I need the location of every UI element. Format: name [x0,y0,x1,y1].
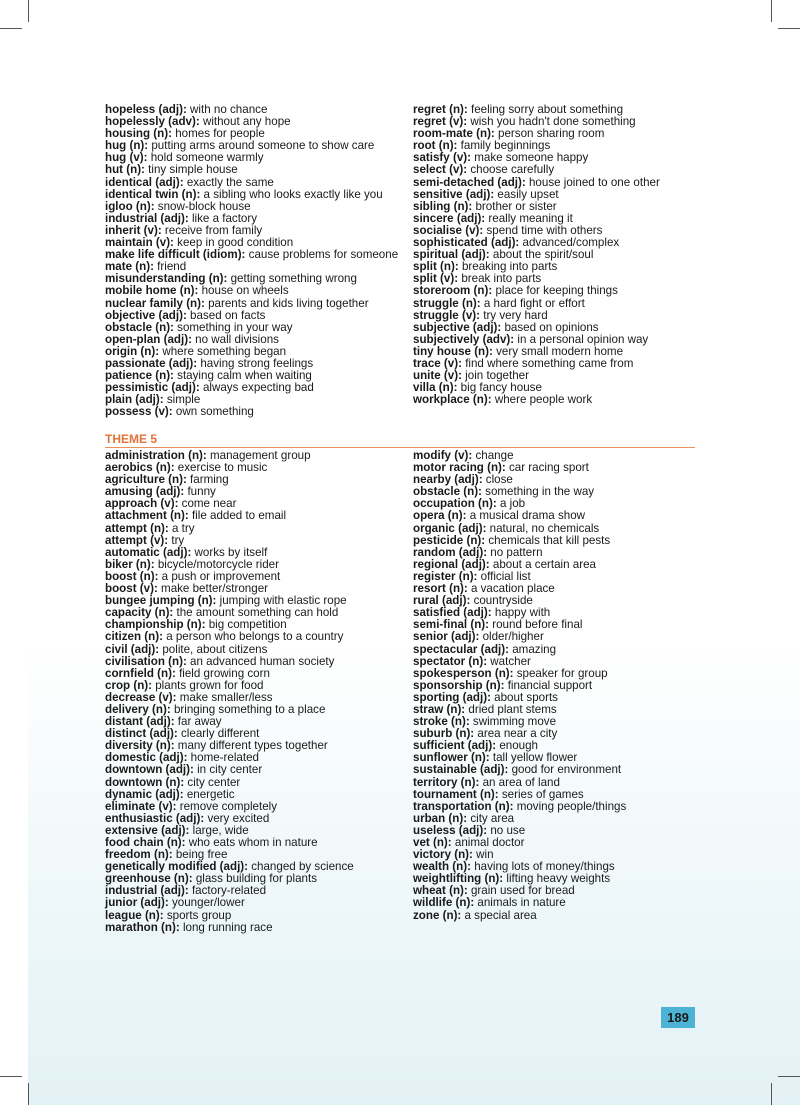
glossary-definition: lifting heavy weights [503,872,611,886]
glossary-definition: polite, about citizens [159,642,268,656]
glossary-term: wildlife (n): [413,896,475,910]
glossary-definition: very excited [204,811,270,825]
glossary-definition: choose carefully [467,163,555,177]
glossary-definition: being free [172,848,228,862]
glossary-term: greenhouse (n): [105,872,193,886]
glossary-term: victory (n): [413,848,473,862]
glossary-term: genetically modified (adj): [105,860,249,874]
crop-mark [28,1083,29,1105]
glossary-entry [413,394,660,406]
glossary-definition: always expecting bad [199,381,314,395]
glossary-column-bottom-left [105,450,354,934]
glossary-term: organic (adj): [413,521,487,535]
glossary-term: decrease (v): [105,690,177,704]
glossary-term: eliminate (v): [105,799,177,813]
glossary-term: dynamic (adj): [105,787,184,801]
glossary-definition: field growing corn [175,666,270,680]
glossary-term: zone (n): [413,908,462,922]
glossary-term: select (v): [413,163,468,177]
glossary-term: delivery (n): [105,702,171,716]
glossary-definition: jumping with elastic rope [216,594,347,608]
glossary-term: hopeless (adj): [105,103,187,116]
glossary-term: agriculture (n): [105,473,187,487]
glossary-term: housing (n): [105,127,172,141]
glossary-term: amusing (adj): [105,485,185,499]
glossary-definition: close [482,473,513,487]
glossary-term: subjective (adj): [413,320,502,334]
glossary-definition: watcher [487,654,531,668]
glossary-term: sufficient (adj): [413,739,497,753]
glossary-term: freedom (n): [105,848,173,862]
crop-mark [0,1076,22,1077]
glossary-definition: far away [174,715,222,729]
glossary-term: sibling (n): [413,199,473,213]
glossary-term: hut (n): [105,163,145,177]
glossary-term: urban (n): [413,811,468,825]
glossary-term: league (n): [105,908,164,922]
glossary-term: subjectively (adv): [413,332,515,346]
glossary-term: automatic (adj): [105,545,192,559]
glossary-entry [105,406,398,418]
glossary-term: trace (v): [413,356,462,370]
glossary-term: stroke (n): [413,715,470,729]
glossary-term: spectacular (adj): [413,642,509,656]
glossary-definition: cause problems for someone [245,248,399,262]
glossary-term: inherit (v): [105,223,162,237]
glossary-definition: place for keeping things [492,284,618,298]
glossary-definition: try very hard [480,308,548,322]
glossary-term: marathon (n): [105,920,180,934]
glossary-definition: in city center [193,763,263,777]
glossary-definition: homes for people [171,127,265,141]
glossary-term: capacity (n): [105,606,174,620]
page-number: 189 [661,1007,695,1028]
glossary-term: food chain (n): [105,836,186,849]
glossary-term: register (n): [413,569,478,583]
glossary-term: wheat (n): [413,884,468,898]
glossary-definition: having lots of money/things [470,860,615,874]
glossary-definition: a person who belongs to a country [162,630,344,644]
glossary-term: villa (n): [413,381,458,395]
glossary-term: civilisation (n): [105,654,187,668]
glossary-term: civil (adj): [105,642,160,656]
glossary-definition: long running race [179,920,273,934]
glossary-term: sustainable (adj): [413,763,509,777]
glossary-definition: family beginnings [457,139,551,153]
glossary-definition: having strong feelings [197,356,314,370]
glossary-definition: keep in good condition [173,236,294,250]
glossary-term: root (n): [413,139,458,153]
glossary-term: boost (v): [105,582,158,596]
glossary-term: split (v): [413,272,459,286]
glossary-definition: an advanced human society [186,654,335,668]
glossary-definition: where something began [159,344,287,358]
glossary-term: spiritual (adj): [413,248,490,262]
glossary-term: attempt (v): [105,533,169,547]
glossary-term: senior (adj): [413,630,480,644]
glossary-term: resort (n): [413,582,468,596]
glossary-definition: countryside [470,594,533,608]
glossary-definition: good for environment [508,763,622,777]
glossary-definition: join together [461,369,529,383]
glossary-term: distinct (adj): [105,727,178,741]
glossary-term: transportation (n): [413,799,514,813]
glossary-definition: dried plant stems [465,702,557,716]
glossary-definition: area near a city [474,727,558,741]
glossary-definition: friend [153,260,187,274]
glossary-term: tiny house (n): [413,344,493,358]
glossary-definition: hold someone warmly [147,151,264,165]
glossary-term: citizen (n): [105,630,163,644]
glossary-definition: something in the way [481,485,595,499]
glossary-term: approach (v): [105,497,179,511]
glossary-term: nearby (adj): [413,473,483,487]
glossary-definition: financial support [504,678,593,692]
glossary-term: downtown (n): [105,775,185,789]
glossary-definition: series of games [498,787,584,801]
glossary-term: boost (n): [105,569,159,583]
glossary-definition: feeling sorry about something [467,103,624,116]
glossary-definition: make smaller/less [176,690,273,704]
glossary-definition: energetic [183,787,235,801]
glossary-definition: no use [487,823,526,837]
glossary-term: sponsorship (n): [413,678,505,692]
glossary-term: identical (adj): [105,175,184,189]
glossary-definition: a push or improvement [158,569,281,583]
glossary-definition: speaker for group [513,666,608,680]
glossary-term: rural (adj): [413,594,471,608]
glossary-term: regret (n): [413,103,468,116]
glossary-definition: the amount something can hold [173,606,339,620]
glossary-term: obstacle (n): [413,485,482,499]
glossary-definition: based on opinions [501,320,599,334]
glossary-term: workplace (n): [413,393,492,407]
glossary-term: hug (n): [105,139,149,153]
glossary-definition: natural, no chemicals [486,521,600,535]
glossary-definition: own something [172,405,254,419]
glossary-definition: simple [163,393,201,407]
glossary-definition: animals in nature [474,896,566,910]
glossary-definition: house on wheels [198,284,289,298]
glossary-term: nuclear family (n): [105,296,205,310]
glossary-definition: easily upset [494,187,559,201]
glossary-definition: swimming move [469,715,557,729]
glossary-definition: something in your way [173,320,293,334]
glossary-definition: bringing something to a place [170,702,326,716]
glossary-definition: make someone happy [471,151,589,165]
glossary-term: territory (n): [413,775,480,789]
glossary-term: modify (v): [413,449,473,462]
theme-heading: THEME 5 [105,432,158,446]
glossary-definition: sports group [163,908,232,922]
glossary-term: misunderstanding (n): [105,272,228,286]
glossary-definition: try [168,533,185,547]
glossary-column-top-right [413,104,660,406]
glossary-term: mate (n): [105,260,154,274]
glossary-term: pessimistic (adj): [105,381,200,395]
glossary-term: struggle (v): [413,308,480,322]
glossary-term: semi-detached (adj): [413,175,526,189]
glossary-term: socialise (v): [413,223,484,237]
glossary-definition: break into parts [458,272,542,286]
glossary-term: diversity (n): [105,739,175,753]
glossary-definition: works by itself [191,545,268,559]
glossary-definition: no wall divisions [191,332,279,346]
glossary-definition: exactly the same [183,175,274,189]
glossary-definition: a special area [461,908,537,922]
glossary-term: hopelessly (adv): [105,115,200,129]
glossary-term: cornfield (n): [105,666,176,680]
glossary-term: domestic (adj): [105,751,188,765]
glossary-definition: no pattern [487,545,543,559]
glossary-entry [413,910,626,922]
crop-mark [0,28,22,29]
glossary-term: obstacle (n): [105,320,174,334]
glossary-definition: a musical drama show [466,509,586,523]
glossary-term: spectator (n): [413,654,488,668]
glossary-definition: brother or sister [472,199,557,213]
glossary-definition: where people work [491,393,593,407]
glossary-term: identical twin (n): [105,187,201,201]
glossary-term: crop (n): [105,678,153,692]
glossary-term: suburb (n): [413,727,475,741]
glossary-term: weightlifting (n): [413,872,504,886]
glossary-term: origin (n): [105,344,160,358]
glossary-term: tournament (n): [413,787,499,801]
glossary-definition: city area [467,811,515,825]
glossary-term: sunflower (n): [413,751,490,765]
glossary-term: distant (adj): [105,715,175,729]
glossary-definition: many different types together [174,739,328,753]
glossary-definition: change [472,449,514,462]
glossary-definition: person sharing room [494,127,605,141]
glossary-definition: getting something wrong [227,272,357,286]
glossary-definition: snow-block house [154,199,251,213]
glossary-definition: staying calm when waiting [173,369,312,383]
glossary-term: objective (adj): [105,308,187,322]
glossary-definition: animal doctor [451,836,525,849]
glossary-term: bungee jumping (n): [105,594,217,608]
glossary-term: random (adj): [413,545,488,559]
glossary-term: regional (adj): [413,557,490,571]
glossary-term: possess (v): [105,405,173,419]
glossary-definition: in a personal opinion way [514,332,649,346]
crop-mark [28,0,29,22]
glossary-term: regret (v): [413,115,468,129]
glossary-term: championship (n): [105,618,206,632]
glossary-definition: without any hope [199,115,291,129]
glossary-definition: remove completely [176,799,278,813]
glossary-term: attachment (n): [105,509,189,523]
glossary-definition: plants grown for food [152,678,264,692]
glossary-term: pesticide (n): [413,533,486,547]
glossary-definition: an area of land [479,775,560,789]
glossary-term: sincere (adj): [413,211,486,225]
glossary-term: biker (n): [105,557,155,571]
glossary-definition: with no chance [186,103,268,116]
glossary-term: extensive (adj): [105,823,190,837]
glossary-term: straw (n): [413,702,466,716]
glossary-term: junior (adj): [105,896,169,910]
glossary-term: igloo (n): [105,199,155,213]
glossary-definition: big fancy house [457,381,542,395]
crop-mark [771,1083,772,1105]
glossary-definition: older/higher [479,630,544,644]
glossary-term: useless (adj): [413,823,488,837]
glossary-definition: glass building for plants [192,872,317,886]
glossary-definition: very small modern home [492,344,624,358]
glossary-definition: advanced/complex [519,236,620,250]
glossary-term: enthusiastic (adj): [105,811,205,825]
glossary-term: industrial (adj): [105,211,189,225]
glossary-term: sporting (adj): [413,690,491,704]
glossary-definition: exercise to music [174,461,268,475]
glossary-term: open-plan (adj): [105,332,192,346]
glossary-definition: win [472,848,494,862]
glossary-term: passionate (adj): [105,356,198,370]
glossary-term: industrial (adj): [105,884,189,898]
glossary-term: downtown (adj): [105,763,194,777]
glossary-definition: find where something came from [461,356,634,370]
glossary-term: semi-final (n): [413,618,490,632]
glossary-term: storeroom (n): [413,284,493,298]
glossary-definition: wish you hadn't done something [467,115,636,129]
glossary-definition: clearly different [177,727,260,741]
glossary-term: opera (n): [413,509,467,523]
glossary-definition: house joined to one other [525,175,660,189]
glossary-definition: a hard fight or effort [480,296,585,310]
glossary-definition: changed by science [248,860,354,874]
glossary-definition: grain used for bread [467,884,575,898]
glossary-definition: factory-related [188,884,267,898]
glossary-definition: receive from family [161,223,263,237]
glossary-term: occupation (n): [413,497,497,511]
glossary-term: sophisticated (adj): [413,236,520,250]
glossary-definition: breaking into parts [458,260,558,274]
glossary-definition: younger/lower [168,896,245,910]
glossary-definition: large, wide [189,823,249,837]
glossary-definition: home-related [187,751,259,765]
glossary-term: patience (n): [105,369,174,383]
glossary-term: mobile home (n): [105,284,199,298]
glossary-definition: who eats whom in nature [185,836,318,849]
glossary-column-bottom-right [413,450,626,922]
crop-mark [771,0,772,22]
glossary-definition: car racing sport [505,461,589,475]
glossary-definition: big competition [205,618,287,632]
glossary-definition: amazing [509,642,557,656]
glossary-definition: putting arms around someone to show care [148,139,375,153]
glossary-definition: official list [477,569,531,583]
glossary-term: sensitive (adj): [413,187,495,201]
glossary-definition: really meaning it [485,211,573,225]
glossary-term: unite (v): [413,369,462,383]
glossary-definition: about sports [490,690,558,704]
glossary-entry [105,922,354,934]
glossary-definition: a vacation place [467,582,555,596]
glossary-term: split (n): [413,260,459,274]
glossary-term: room-mate (n): [413,127,495,141]
glossary-definition: make better/stronger [157,582,269,596]
glossary-definition: a job [496,497,526,511]
glossary-definition: parents and kids living together [204,296,369,310]
glossary-definition: moving people/things [513,799,627,813]
glossary-definition: tall yellow flower [489,751,578,765]
glossary-term: spokesperson (n): [413,666,514,680]
glossary-definition: come near [178,497,237,511]
glossary-term: administration (n): [105,449,207,462]
crop-mark [778,28,800,29]
glossary-definition: chemicals that kill pests [485,533,611,547]
glossary-definition: bicycle/motorcycle rider [154,557,279,571]
glossary-definition: tiny simple house [144,163,238,177]
glossary-term: aerobics (n): [105,461,175,475]
glossary-definition: funny [184,485,216,499]
glossary-term: plain (adj): [105,393,164,407]
glossary-term: hug (v): [105,151,148,165]
glossary-definition: round before final [489,618,583,632]
glossary-term: struggle (n): [413,296,481,310]
glossary-definition: city center [184,775,241,789]
glossary-definition: happy with [491,606,551,620]
glossary-column-top-left [105,104,398,418]
glossary-definition: enough [496,739,539,753]
glossary-definition: about the spirit/soul [489,248,594,262]
glossary-definition: file added to email [188,509,287,523]
glossary-term: make life difficult (idiom): [105,248,246,262]
glossary-definition: based on facts [186,308,266,322]
glossary-term: vet (n): [413,836,452,849]
glossary-term: attempt (n): [105,521,169,535]
theme-divider [105,447,695,448]
glossary-term: wealth (n): [413,860,471,874]
glossary-definition: about a certain area [489,557,597,571]
glossary-definition: a sibling who looks exactly like you [200,187,383,201]
glossary-definition: a try [168,521,195,535]
glossary-definition: like a factory [188,211,258,225]
glossary-definition: management group [206,449,311,462]
crop-mark [778,1076,800,1077]
glossary-term: satisfy (v): [413,151,471,165]
glossary-definition: spend time with others [483,223,603,237]
glossary-term: motor racing (n): [413,461,506,475]
glossary-definition: farming [186,473,229,487]
glossary-term: satisfied (adj): [413,606,492,620]
glossary-term: maintain (v): [105,236,174,250]
